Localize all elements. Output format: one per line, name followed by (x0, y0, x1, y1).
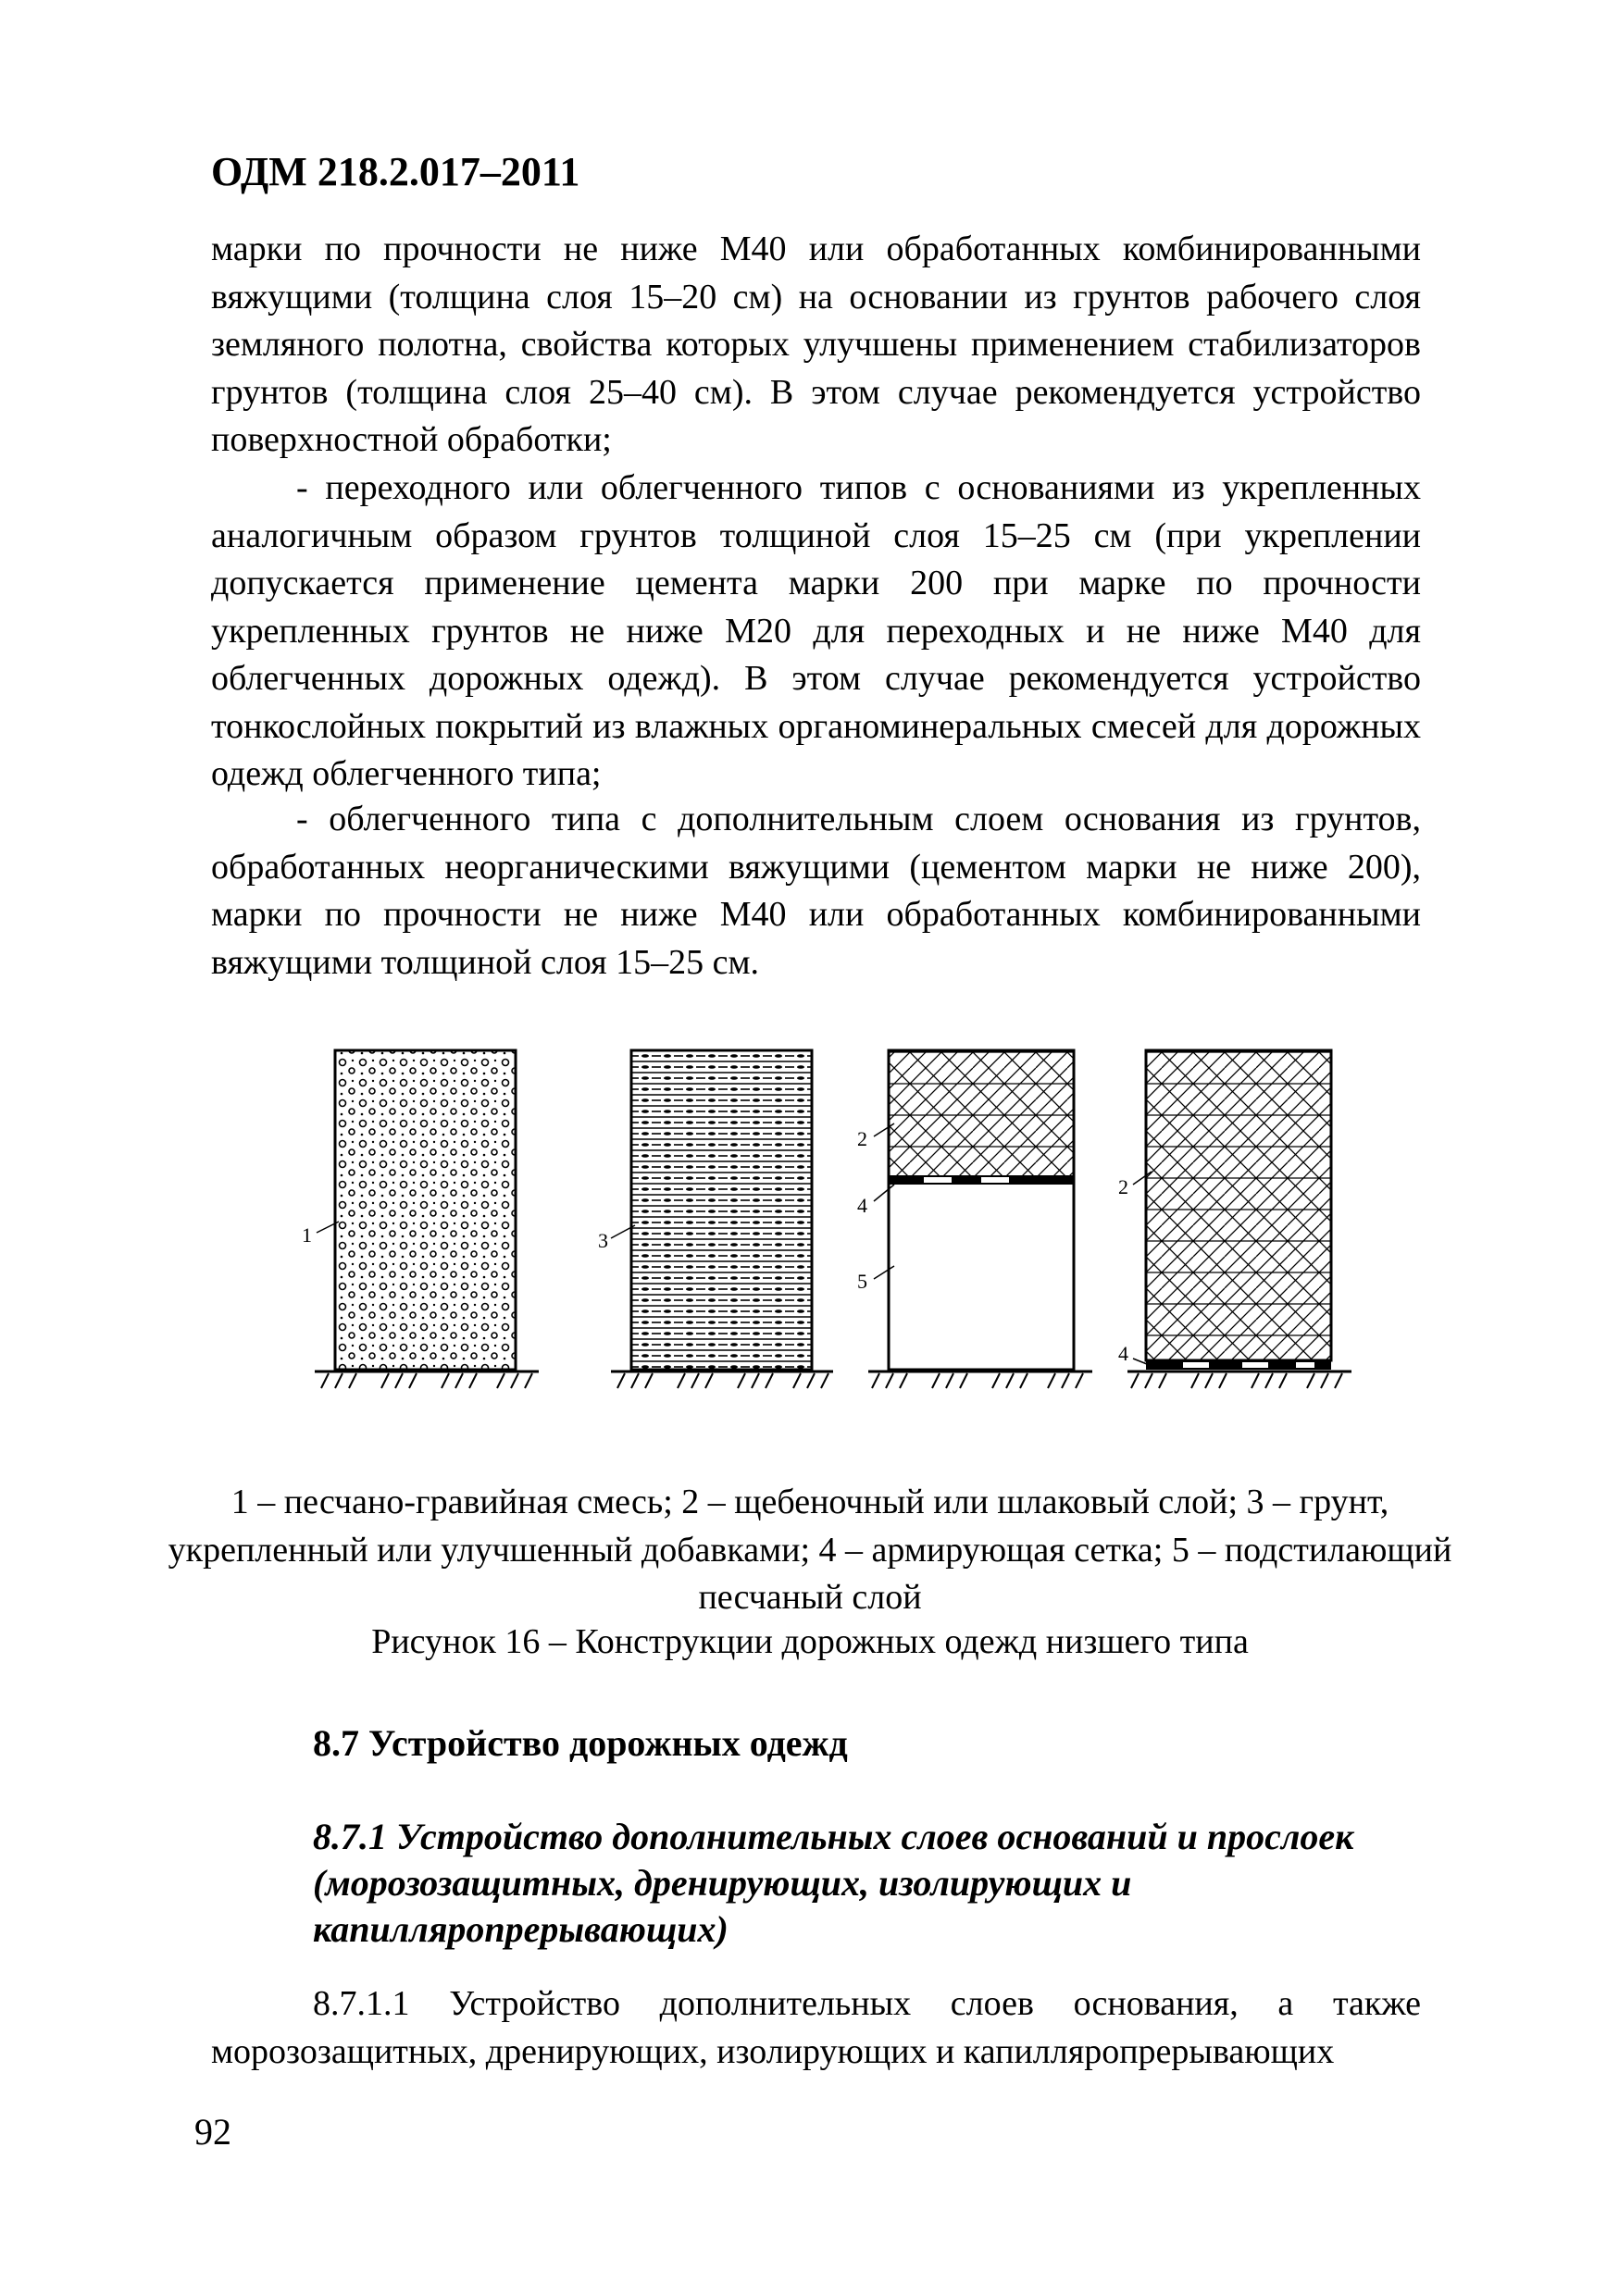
label-1: 1 (302, 1223, 312, 1247)
label-2a: 2 (857, 1127, 867, 1150)
construction-1 (302, 1050, 539, 1388)
construction-4 (1118, 1050, 1351, 1388)
figure-road-pavements (296, 1036, 1389, 1425)
figure-title: Рисунок 16 – Конструкции дорожных одежд низшего типа (371, 1622, 1249, 1661)
label-4a: 4 (857, 1194, 867, 1217)
label-4b: 4 (1118, 1342, 1128, 1365)
document-code: ОДМ 218.2.017–2011 (211, 149, 580, 194)
label-5: 5 (857, 1270, 867, 1293)
paragraph-4: 8.7.1.1 Устройство дополнительных слоев основания, а также морозозащитных, дренирующих, изолирующих и капилляропрерывающих (211, 1984, 1421, 2071)
construction-3 (857, 1050, 1092, 1388)
label-2b: 2 (1118, 1175, 1128, 1198)
paragraph-1: марки по прочности не ниже М40 или обработанных комбинированными вяжущими (толщина слоя 15–20 см) на основании из грунтов рабочего слоя земляного полотна, свойства которых улучшены применением стабилизаторов грунтов (толщина слоя 25–40 см). В этом случае рекомендуется устройство поверхностной обработки; (211, 230, 1421, 459)
page-number: 92 (194, 2111, 231, 2153)
figure-drawing (296, 1036, 1389, 1425)
paragraph-2: - переходного или облегченного типов с основаниями из укрепленных аналогичным образом грунтов толщиной слоя 15–25 см (при укреплении допускается применение цемента марки 200 при марке по прочности укрепленных грунтов не ниже М20 для переходных и не ниже М40 для облегченных дорожных одежд). В этом случае рекомендуется устройство тонкослойных покрытий из влажных органоминеральных смесей для дорожных одежд облегченного типа; (211, 468, 1421, 793)
figure-legend: 1 – песчано-гравийная смесь; 2 – щебеночный или шлаковый слой; 3 – грунт, укрепленный или улучшенный добавками; 4 – армирующая сетка; 5 – подстилающий песчаный слой (168, 1483, 1452, 1617)
paragraph-3: - облегченного типа с дополнительным слоем основания из грунтов, обработанных неорганическими вяжущими (цементом марки не ниже 200), марки по прочности не ниже М40 или обработанных комбинированными вяжущими толщиной слоя 15–25 см. (211, 800, 1421, 982)
subsection-heading: 8.7.1 Устройство дополнительных слоев оснований и прослоек (морозозащитных, дренирующих, изолирующих и капилляропрерывающих) (313, 1816, 1354, 1950)
construction-2 (598, 1050, 833, 1388)
section-heading: 8.7 Устройство дорожных одежд (313, 1722, 848, 1764)
label-3: 3 (598, 1229, 608, 1252)
